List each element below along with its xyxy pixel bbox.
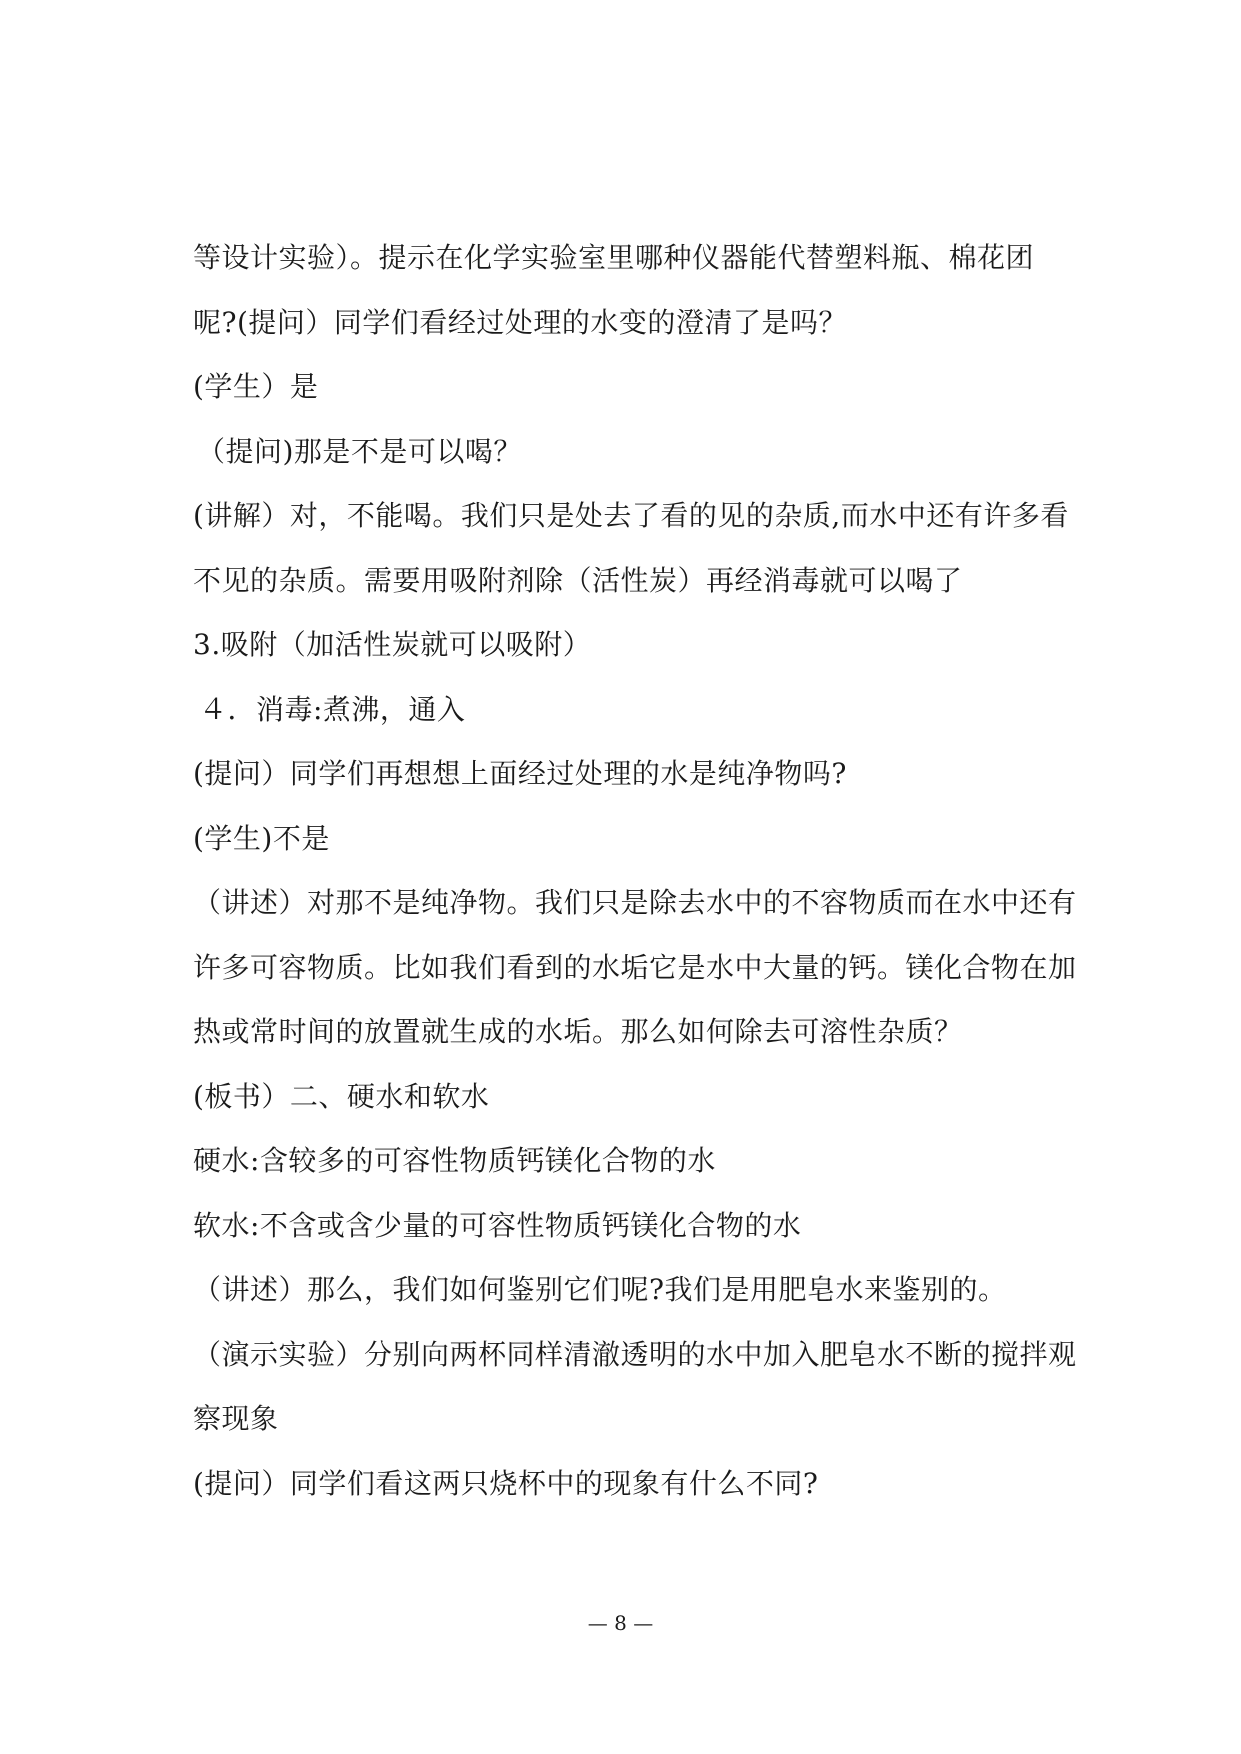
text-line: 察现象 xyxy=(193,1402,279,1435)
text-line: (讲解）对，不能喝。我们只是处去了看的见的杂质,而水中还有许多看 xyxy=(193,499,1069,532)
page-number: — 8 — xyxy=(587,1611,654,1635)
text-line: ４．消毒:煮沸，通入 xyxy=(199,692,466,726)
text-line: 软水:不含或含少量的可容性物质钙镁化合物的水 xyxy=(193,1208,802,1242)
text-line: (提问）同学们看这两只烧杯中的现象有什么不同? xyxy=(193,1466,819,1500)
text-line: 呢?(提问）同学们看经过处理的水变的澄清了是吗？ xyxy=(193,305,847,339)
text-line: （提问)那是不是可以喝？ xyxy=(197,434,522,468)
text-line: 热或常时间的放置就生成的水垢。那么如何除去可溶性杂质？ xyxy=(193,1015,963,1048)
text-line: (提问）同学们再想想上面经过处理的水是纯净物吗? xyxy=(193,757,847,790)
document-body xyxy=(193,226,1093,1516)
text-line: 硬水:含较多的可容性物质钙镁化合物的水 xyxy=(193,1144,716,1177)
text-line: （演示实验）分别向两杯同样清澈透明的水中加入肥皂水不断的搅拌观 xyxy=(193,1337,1077,1371)
text-line: 许多可容物质。比如我们看到的水垢它是水中大量的钙。镁化合物在加 xyxy=(193,950,1077,984)
text-line: 不见的杂质。需要用吸附剂除（活性炭）再经消毒就可以喝了 xyxy=(193,563,963,597)
text-line: (学生）是 xyxy=(193,370,319,403)
text-line: (学生)不是 xyxy=(193,821,330,855)
text-line: 等设计实验）。提示在化学实验室里哪种仪器能代替塑料瓶、棉花团 xyxy=(193,241,1035,274)
text-line: (板书）二、硬水和软水 xyxy=(193,1079,490,1113)
text-line: 3.吸附（加活性炭就可以吸附） xyxy=(193,628,592,661)
text-line: （讲述）那么，我们如何鉴别它们呢?我们是用肥皂水来鉴别的。 xyxy=(193,1273,1007,1306)
text-line: （讲述）对那不是纯净物。我们只是除去水中的不容物质而在水中还有 xyxy=(193,886,1077,919)
